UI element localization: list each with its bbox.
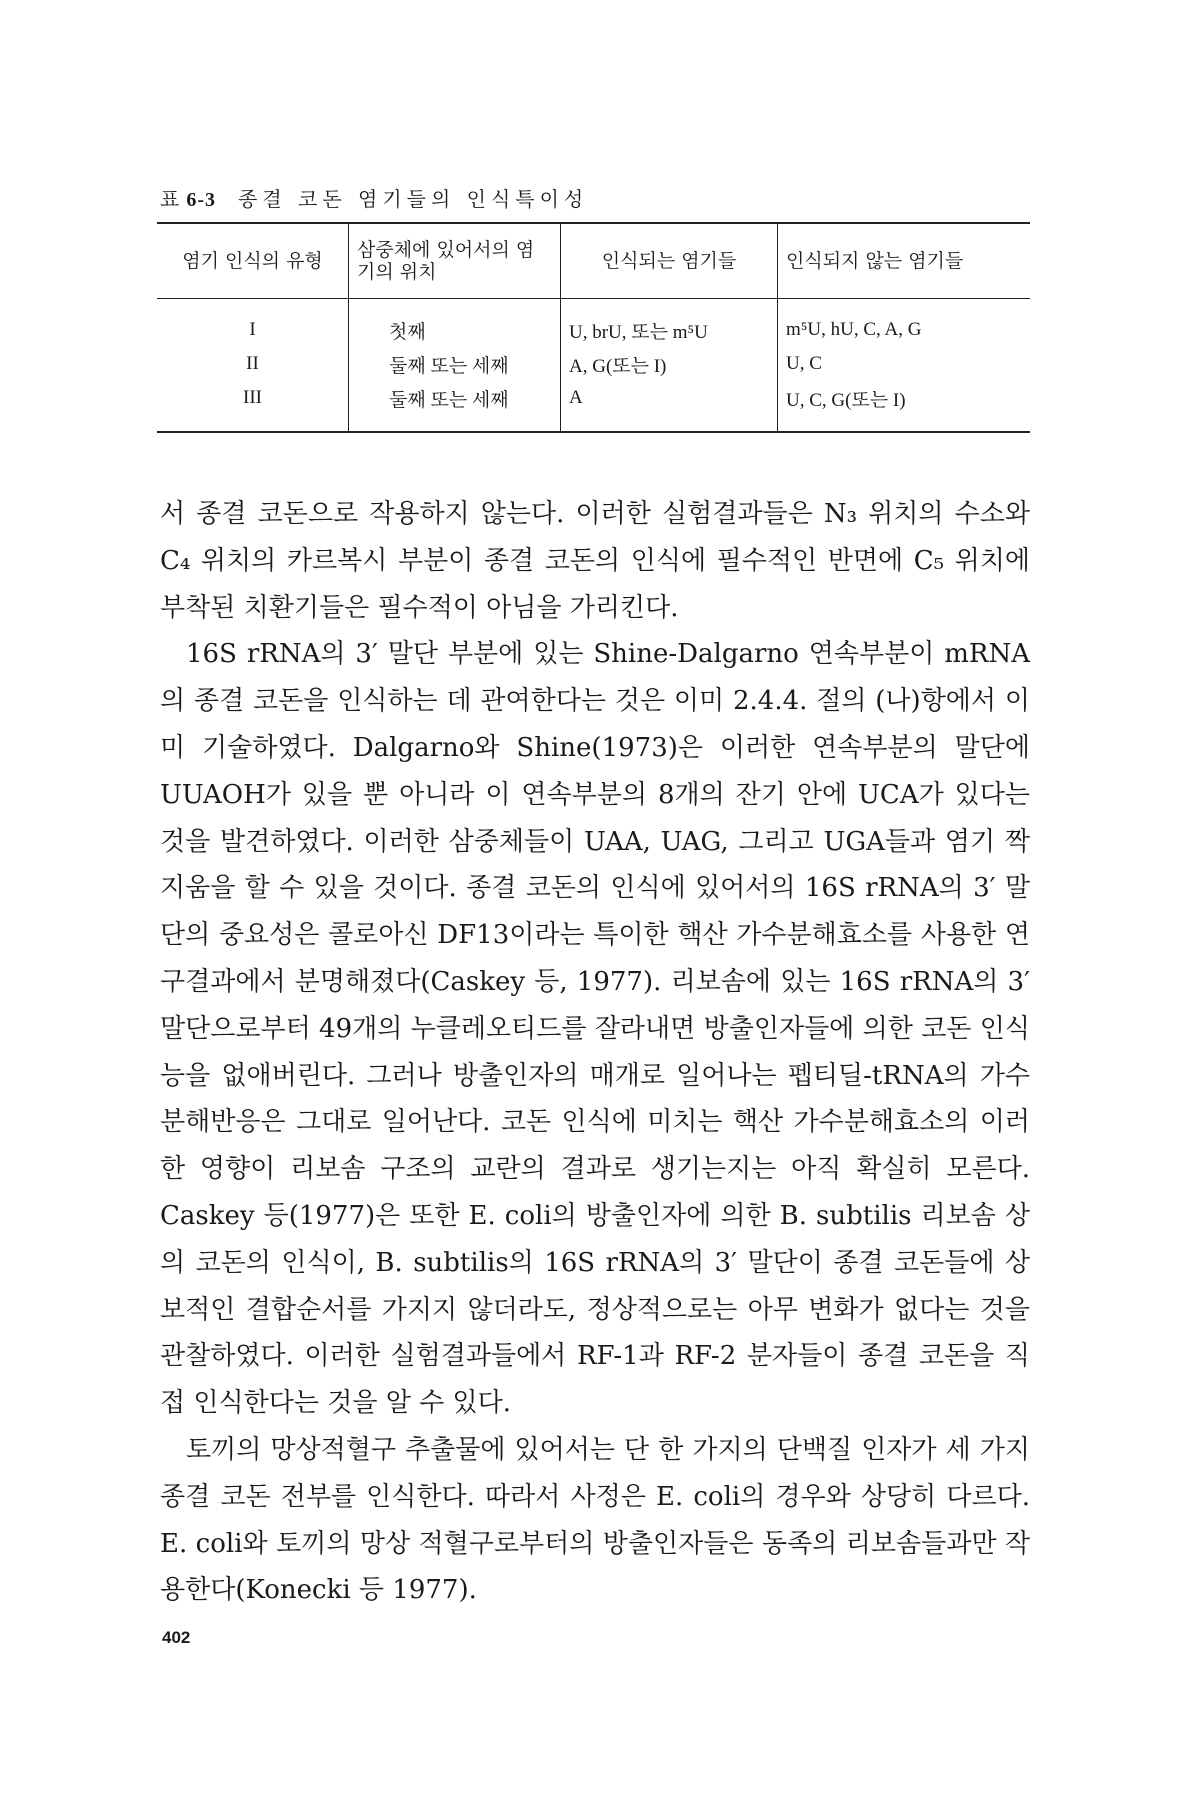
column-header: 인식되는 염기들	[561, 223, 778, 299]
table-cell: I	[249, 319, 256, 340]
table-cell: II	[246, 353, 259, 374]
codon-recognition-table	[157, 222, 1030, 433]
table-title: 종결 코돈 염기들의 인식특이성	[238, 187, 589, 211]
table-cell: A	[561, 381, 778, 432]
paragraph: 서 종결 코돈으로 작용하지 않는다. 이러한 실험결과들은 N₃ 위치의 수소와 C₄ 위치의 카르복시 부분이 종결 코돈의 인식에 필수적인 반면에 C₅ 위치에 부착된 치환기들은 필수적이 아님을 가리킨다.	[160, 499, 1030, 623]
table-label: 표	[160, 187, 181, 211]
table-row	[157, 381, 1030, 432]
table-header-row	[157, 223, 1030, 299]
table-caption	[160, 183, 588, 212]
paragraph: 16S rRNA의 3′ 말단 부분에 있는 Shine-Dalgarno 연속부분이 mRNA의 종결 코돈을 인식하는 데 관여한다는 것은 이미 2.4.4. 절의 (나)항에서 이미 기술하였다. Dalgarno와 Shine(1973)은 이러한 연속부분의 말단에 UUAOH가 있을 뿐 아니라 이 연속부분의 8개의 잔기 안에 UCA가 있다는 것을 발견하였다. 이러한 삼중체들이 UAA, UAG, 그리고 UGA들과 염기 짝지움을 할 수 있을 것이다. 종결 코돈의 인식에 있어서의 16S rRNA의 3′ 말단의 중요성은 콜로아신 DF13이라는 특이한 핵산 가수분해효소를 사용한 연구결과에서 분명해졌다(Caskey 등, 1977). 리보솜에 있는 16S rRNA의 3′ 말단으로부터 49개의 누클레오티드를 잘라내면 방출인자들에 의한 코돈 인식능을 없애버린다. 그러나 방출인자의 매개로 일어나는 펩티딜-tRNA의 가수분해반응은 그대로 일어난다. 코돈 인식에 미치는 핵산 가수분해효소의 이러한 영향이 리보솜 구조의 교란의 결과로 생기는지는 아직 확실히 모른다. Caskey 등(1977)은 또한 E. coli의 방출인자에 의한 B. subtilis 리보솜 상의 코돈의 인식이, B. subtilis의 16S rRNA의 3′ 말단이 종결 코돈들에 상보적인 결합순서를 가지지 않더라도, 정상적으로는 아무 변화가 없다는 것을 관찰하였다. 이러한 실험결과들에서 RF-1과 RF-2 분자들이 종결 코돈을 직접 인식한다는 것을 알 수 있다.	[160, 639, 1030, 1419]
column-header: 삼중체에 있어서의 염기의 위치	[349, 223, 561, 299]
table-cell: 첫째	[349, 299, 561, 348]
table-cell: m⁵U, hU, C, A, G	[778, 299, 1031, 348]
body-text	[160, 491, 1030, 1614]
page-number: 402	[162, 1628, 191, 1647]
table-row	[157, 299, 1030, 348]
paragraph: 토끼의 망상적혈구 추출물에 있어서는 단 한 가지의 단백질 인자가 세 가지 종결 코돈 전부를 인식한다. 따라서 사정은 E. coli의 경우와 상당히 다르다. E. coli와 토끼의 망상 적혈구로부터의 방출인자들은 동족의 리보솜들과만 작용한다(Konecki 등 1977).	[160, 1434, 1030, 1606]
table-cell: U, C	[778, 347, 1031, 381]
table-cell: III	[243, 387, 262, 408]
table-number: 6-3	[186, 189, 216, 211]
table-cell: 둘째 또는 세째	[349, 381, 561, 432]
column-header: 인식되지 않는 염기들	[778, 223, 1031, 299]
table-cell: U, C, G(또는 I)	[778, 381, 1031, 432]
column-header: 염기 인식의 유형	[157, 223, 349, 299]
table-cell: A, G(또는 I)	[561, 347, 778, 381]
table-row	[157, 347, 1030, 381]
table-cell: 둘째 또는 세째	[349, 347, 561, 381]
table-cell: U, brU, 또는 m⁵U	[561, 299, 778, 348]
